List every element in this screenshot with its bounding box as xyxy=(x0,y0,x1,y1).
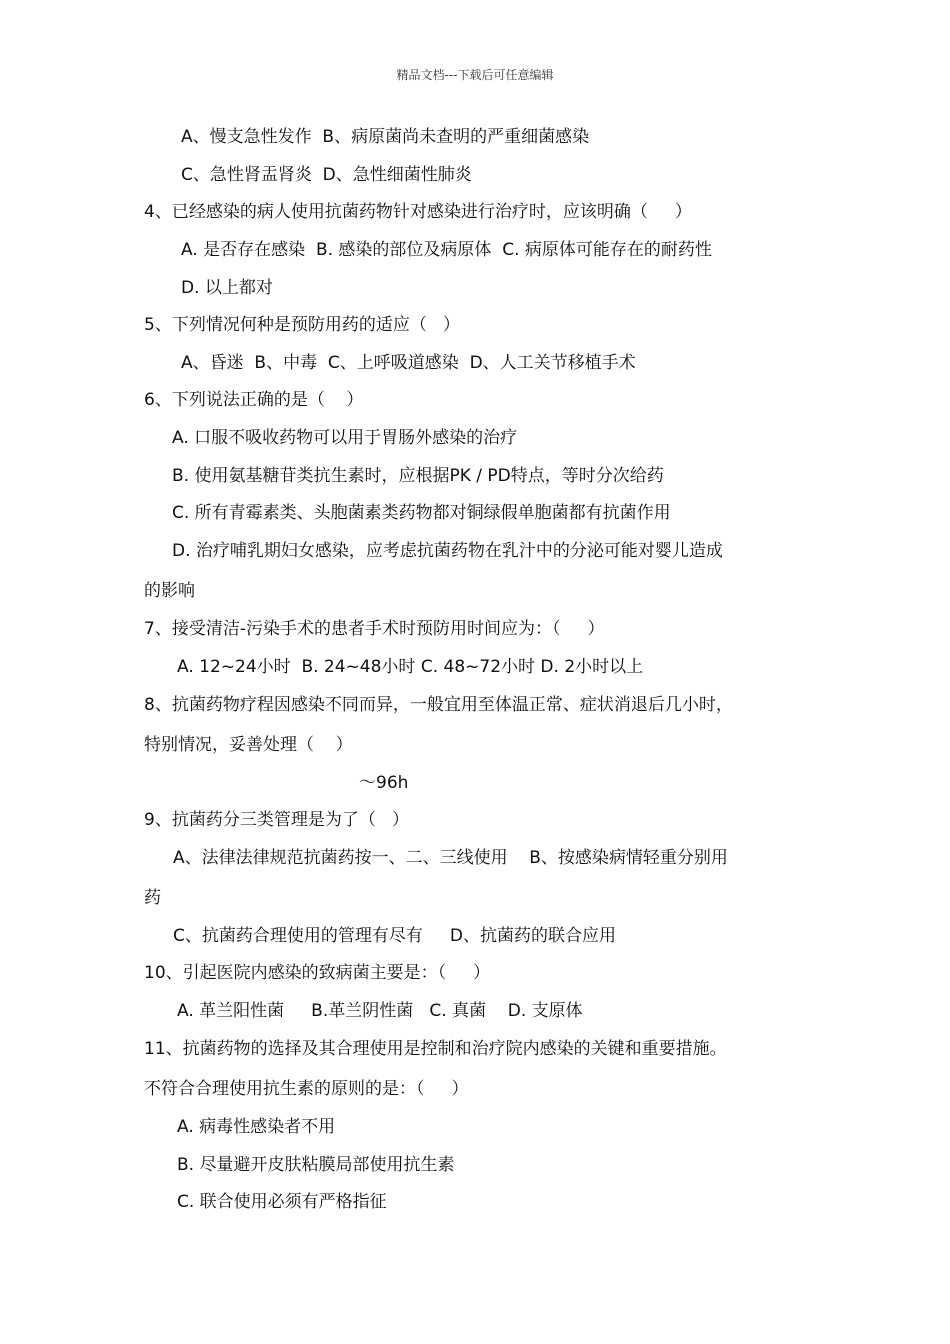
q6-option-d-cont: 的影响 xyxy=(144,581,195,601)
question-8: 8、抗菌药物疗程因感染不同而异，一般宜用至体温正常、症状消退后几小时， xyxy=(144,695,733,715)
q11-option-c: C. 联合使用必须有严格指征 xyxy=(177,1192,387,1212)
question-5: 5、下列情况何种是预防用药的适应（ ） xyxy=(144,315,461,335)
q4-options-abc: A. 是否存在感染 B. 感染的部位及病原体 C. 病原体可能存在的耐药性 xyxy=(181,240,712,260)
q10-options: A. 革兰阳性菌 B.革兰阴性菌 C. 真菌 D. 支原体 xyxy=(177,1001,583,1021)
question-10: 10、引起医院内感染的致病菌主要是：（ ） xyxy=(144,963,491,983)
q4-option-d: D. 以上都对 xyxy=(181,278,273,298)
question-4: 4、已经感染的病人使用抗菌药物针对感染进行治疗时，应该明确（ ） xyxy=(144,202,692,222)
question-9: 9、抗菌药分三类管理是为了（ ） xyxy=(144,810,410,830)
question-7: 7、接受清洁-污染手术的患者手术时预防用时间应为：（ ） xyxy=(144,619,605,639)
q8-fragment: ～96h xyxy=(359,773,409,793)
q9-options-ab: A、法律法律规范抗菌药按一、二、三线使用 B、按感染病情轻重分别用 xyxy=(173,848,728,868)
q6-option-b: B. 使用氨基糖苷类抗生素时，应根据PK / PD特点，等时分次给药 xyxy=(172,466,664,486)
q9-options-cd: C、抗菌药合理使用的管理有尽有 D、抗菌药的联合应用 xyxy=(173,926,616,946)
q7-options: A. 12~24小时 B. 24~48小时 C. 48~72小时 D. 2小时以上 xyxy=(177,657,644,677)
question-11: 11、抗菌药物的选择及其合理使用是控制和治疗院内感染的关键和重要措施。 xyxy=(144,1039,727,1059)
q6-option-d: D. 治疗哺乳期妇女感染，应考虑抗菌药物在乳汁中的分泌可能对婴儿造成 xyxy=(172,541,723,561)
q3-options-ab: A、慢支急性发作 B、病原菌尚未查明的严重细菌感染 xyxy=(181,127,590,147)
question-6: 6、下列说法正确的是（ ） xyxy=(144,390,364,410)
q3-options-cd: C、急性肾盂肾炎 D、急性细菌性肺炎 xyxy=(181,165,472,185)
q9-options-ab-cont: 药 xyxy=(144,888,161,908)
question-11-cont: 不符合合理使用抗生素的原则的是：（ ） xyxy=(144,1079,469,1099)
page-header-watermark: 精品文档---下载后可任意编辑 xyxy=(396,68,554,82)
q6-option-a: A. 口服不吸收药物可以用于胃肠外感染的治疗 xyxy=(172,428,518,448)
q5-options: A、昏迷 B、中毒 C、上呼吸道感染 D、人工关节移植手术 xyxy=(181,353,636,373)
q11-option-a: A. 病毒性感染者不用 xyxy=(177,1117,336,1137)
question-8-cont: 特别情况，妥善处理（ ） xyxy=(144,735,353,755)
q6-option-c: C. 所有青霉素类、头胞菌素类药物都对铜绿假单胞菌都有抗菌作用 xyxy=(172,503,671,523)
q11-option-b: B. 尽量避开皮肤粘膜局部使用抗生素 xyxy=(177,1155,455,1175)
